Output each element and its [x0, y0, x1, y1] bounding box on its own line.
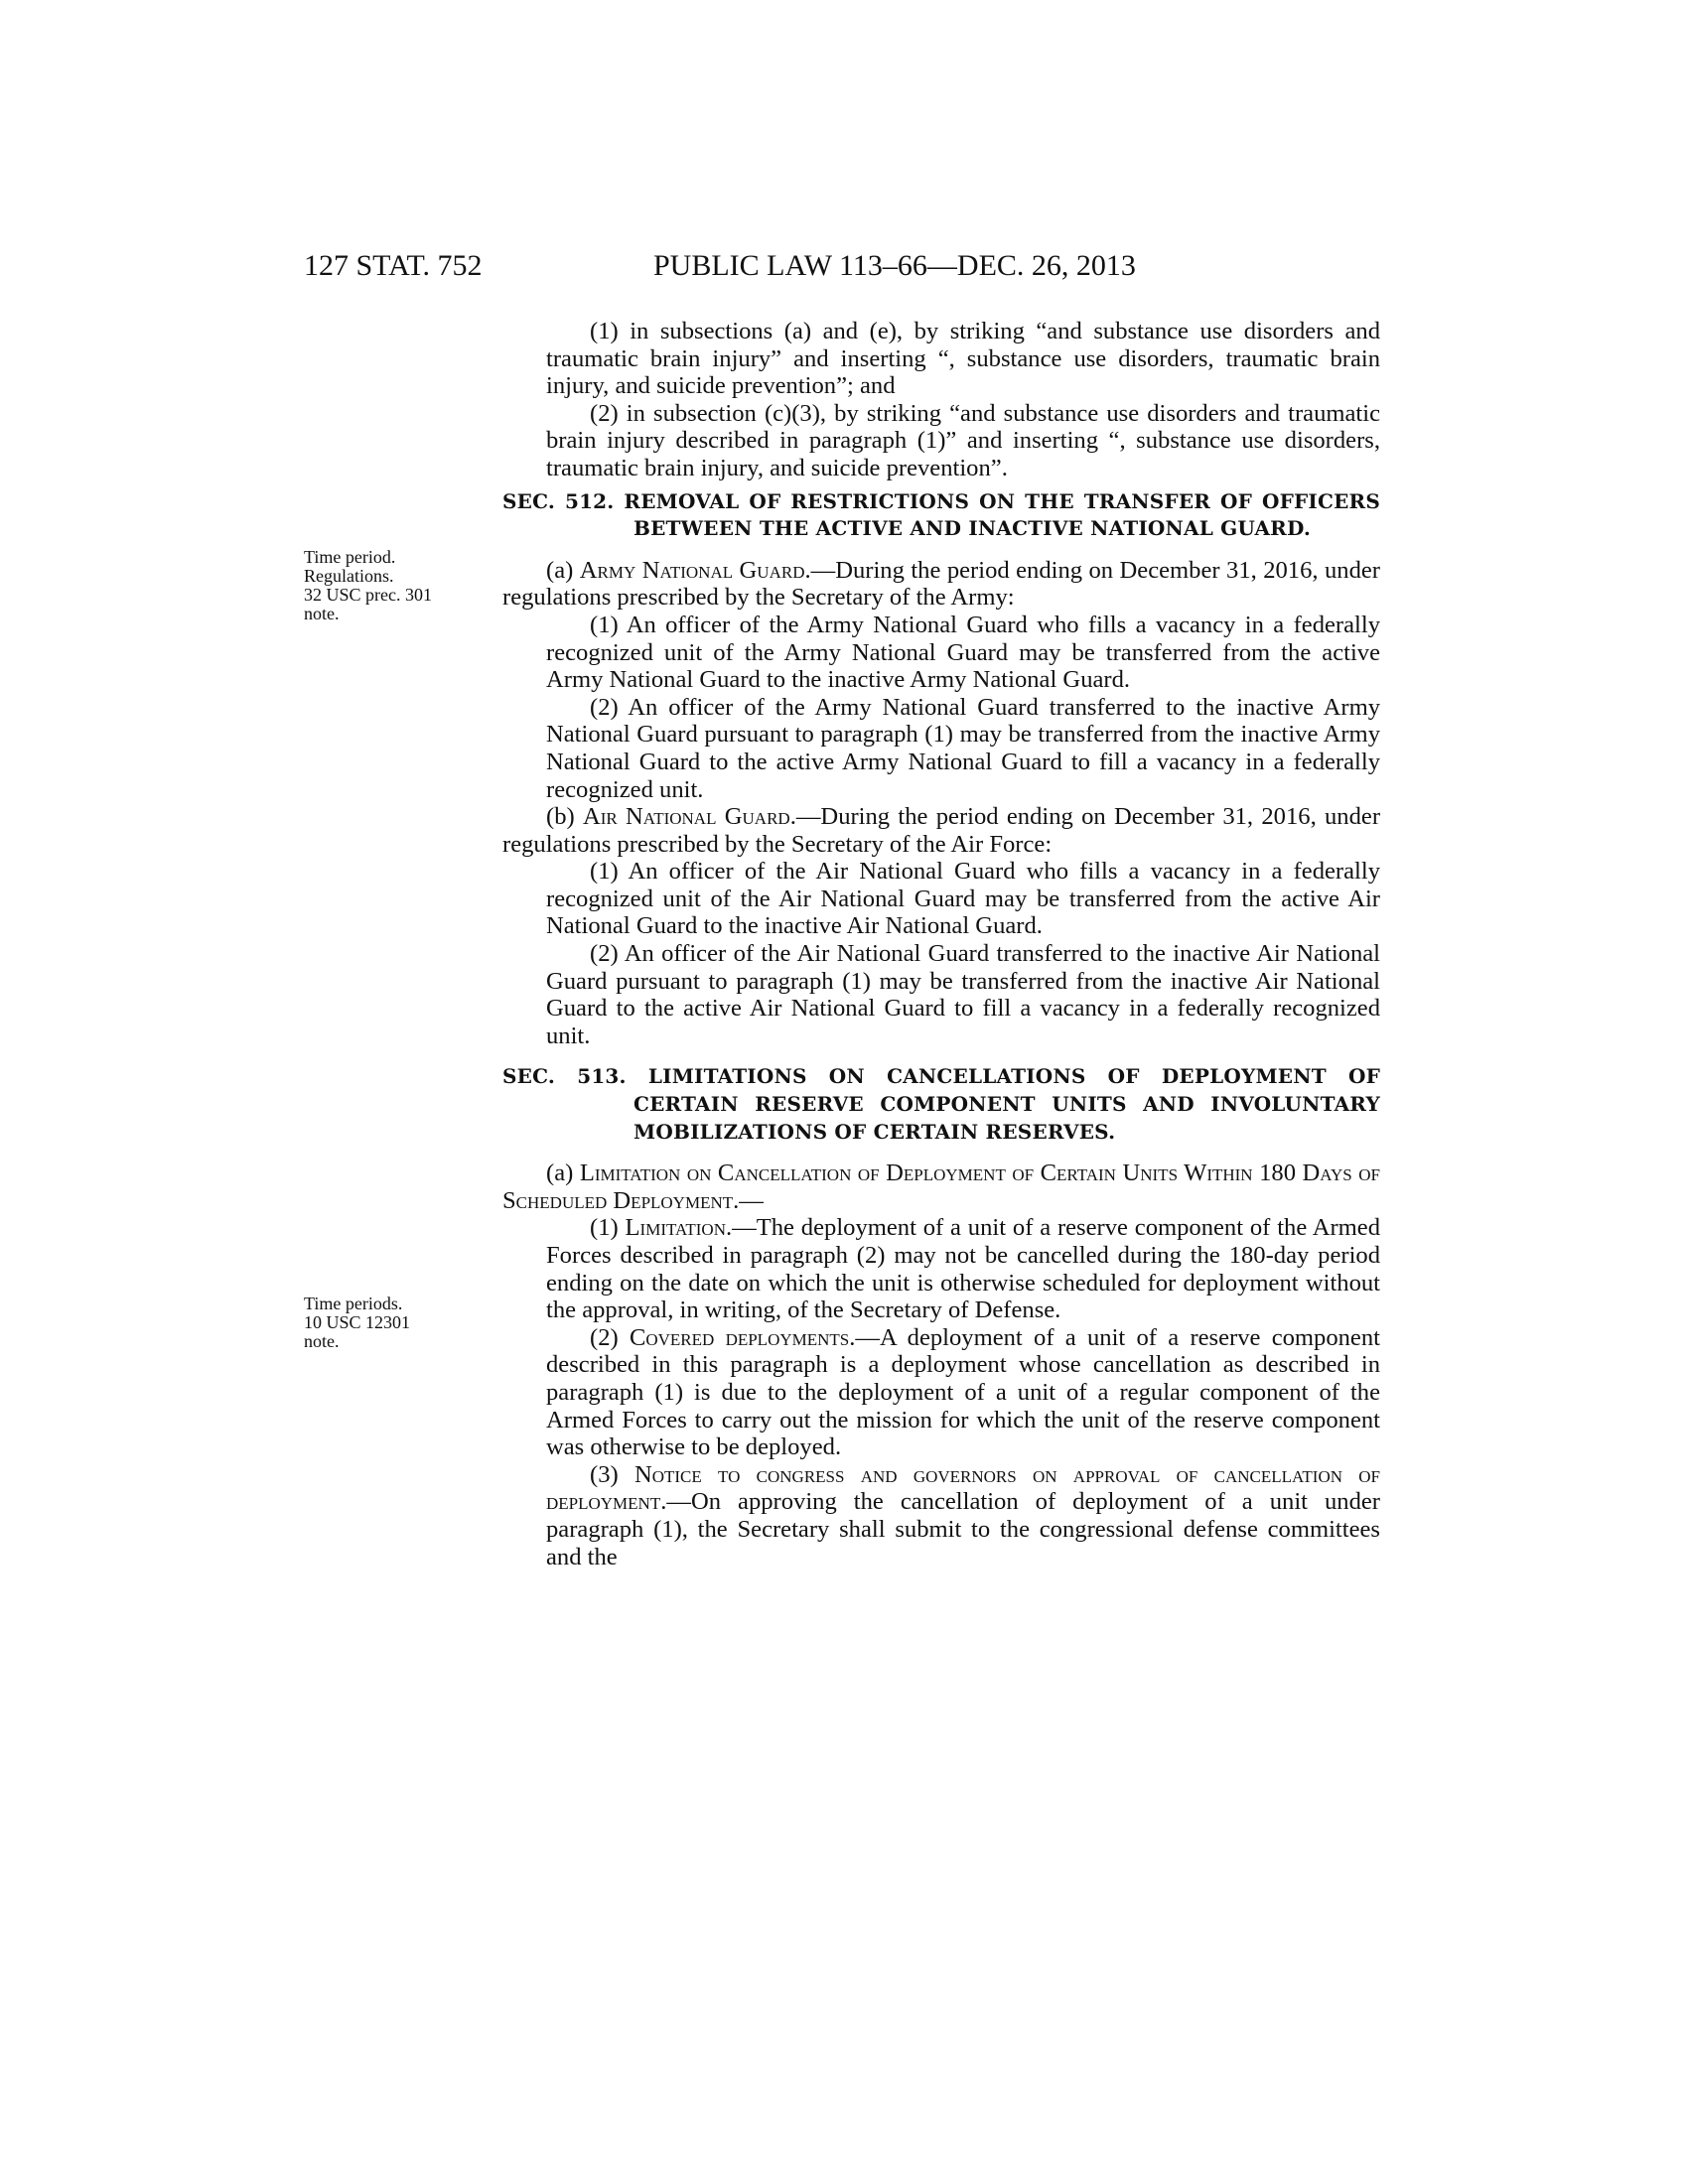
paragraph-text: .—The deployment of a unit of a reserve component of the Armed Forces described in paragraph (2) may not be cancelled during the 180-day period ending on the date on which the unit is otherwise scheduled for deployment without the approval, in writing, of the Secretary of Defense. — [546, 1214, 1381, 1324]
paragraph-label: (2) — [590, 1323, 630, 1351]
sec513-a-paragraph-1 — [502, 1214, 1380, 1323]
subsection-text: .—During the period ending on December 31, 2016, under regulations prescribed by the Secretary of the Army: — [502, 556, 1380, 612]
subsection-caption: Air National Guard — [582, 803, 790, 831]
paragraph-caption: Notice to congress and governors on approval of cancellation of deployment — [546, 1460, 1380, 1516]
paragraph-text: .—A deployment of a unit of a reserve component described in this paragraph is a deployment whose cancellation as described in paragraph (1) is due to the deployment of a unit of a regular component of the Armed Forces to carry out the mission for which the unit of the reserve component was otherwise to be deployed. — [546, 1323, 1380, 1461]
paragraph-label: (1) — [590, 1214, 626, 1242]
margin-note-sec513 — [304, 1295, 453, 1351]
intro-paragraph-1: (1) in subsections (a) and (e), by striking “and substance use disorders and traumatic brain injury” and inserting “, substance use disorders, traumatic brain injury, and suicide prevention”; and — [546, 318, 1380, 400]
section-513-heading: SEC. 513. LIMITATIONS ON CANCELLATIONS OF DEPLOYMENT OF CERTAIN RESERVE COMPONENT UNITS AND INVOLUNTARY MOBILIZATIONS OF CERTAIN RESERVES. — [502, 1064, 1380, 1144]
sec512-b-paragraph-2: (2) An officer of the Air National Guard transferred to the inactive Air National Guard pursuant to paragraph (1) may be transferred from the inactive Air National Guard to the active Air National Guard to fill a vacancy in a federally recognized unit. — [546, 940, 1380, 1049]
margin-note-line: Time period. — [304, 547, 396, 567]
subsection-caption: Limitation on Cancellation of Deployment of Certain Units Within 180 Days of Scheduled Deployment — [502, 1160, 1380, 1214]
sec512-a-paragraph-2: (2) An officer of the Army National Guard transferred to the inactive Army National Guard pursuant to paragraph (1) may be transferred from the inactive Army National Guard to the active Army National Guard to fill a vacancy in a federally recognized unit. — [546, 693, 1380, 803]
subsection-text: .— — [733, 1186, 764, 1214]
sec512-a-paragraph-1: (1) An officer of the Army National Guard who fills a vacancy in a federally recognized unit of the Army National Guard may be transferred from the active Army National Guard to the inactive Army National Guard. — [546, 611, 1380, 694]
subsection-label: (a) — [546, 1160, 580, 1187]
subsection-label: (a) — [546, 556, 580, 584]
paragraph-caption: Limitation — [625, 1214, 726, 1242]
margin-note-sec512 — [304, 548, 453, 623]
subsection-text: .—During the period ending on December 31, 2016, under regulations prescribed by the Secretary of the Air Force: — [502, 803, 1381, 858]
sec512-subsection-b — [502, 803, 1380, 858]
margin-note-line: Regulations. — [304, 566, 394, 586]
sec513-a-paragraph-2 — [502, 1324, 1380, 1461]
statute-page-number: 127 STAT. 752 — [304, 249, 483, 282]
sec512-subsection-a — [502, 557, 1380, 612]
margin-note-line: note. — [304, 604, 340, 623]
sec512-b-paragraph-1: (1) An officer of the Air National Guard who fills a vacancy in a federally recognized unit of the Air National Guard may be transferred from the active Air National Guard to the inactive Air National Guard. — [546, 858, 1380, 940]
document-body — [502, 318, 1380, 1570]
section-512-heading: SEC. 512. REMOVAL OF RESTRICTIONS ON THE TRANSFER OF OFFICERS BETWEEN THE ACTIVE AND INACTIVE NATIONAL GUARD. — [502, 488, 1380, 541]
paragraph-label: (3) — [590, 1460, 634, 1488]
margin-note-line: note. — [304, 1331, 340, 1351]
margin-note-line: 32 USC prec. 301 — [304, 585, 432, 605]
subsection-label: (b) — [546, 803, 583, 831]
margin-note-line: 10 USC 12301 — [304, 1312, 411, 1332]
sec513-subsection-a — [502, 1160, 1380, 1214]
sec513-a-paragraph-3 — [502, 1461, 1380, 1570]
intro-paragraph-2: (2) in subsection (c)(3), by striking “and substance use disorders and traumatic brain injury described in paragraph (1)” and inserting “, substance use disorders, traumatic brain injury, and suicide prevention”. — [546, 399, 1380, 481]
subsection-caption: Army National Guard — [579, 556, 805, 584]
margin-note-line: Time periods. — [304, 1294, 403, 1313]
paragraph-caption: Covered deployments — [629, 1323, 850, 1351]
page-header — [304, 246, 1380, 286]
public-law-title: PUBLIC LAW 113–66—DEC. 26, 2013 — [653, 249, 1136, 282]
paragraph-text: .—On approving the cancellation of deployment of a unit under paragraph (1), the Secretary shall submit to the congressional defense committees and the — [546, 1488, 1380, 1570]
